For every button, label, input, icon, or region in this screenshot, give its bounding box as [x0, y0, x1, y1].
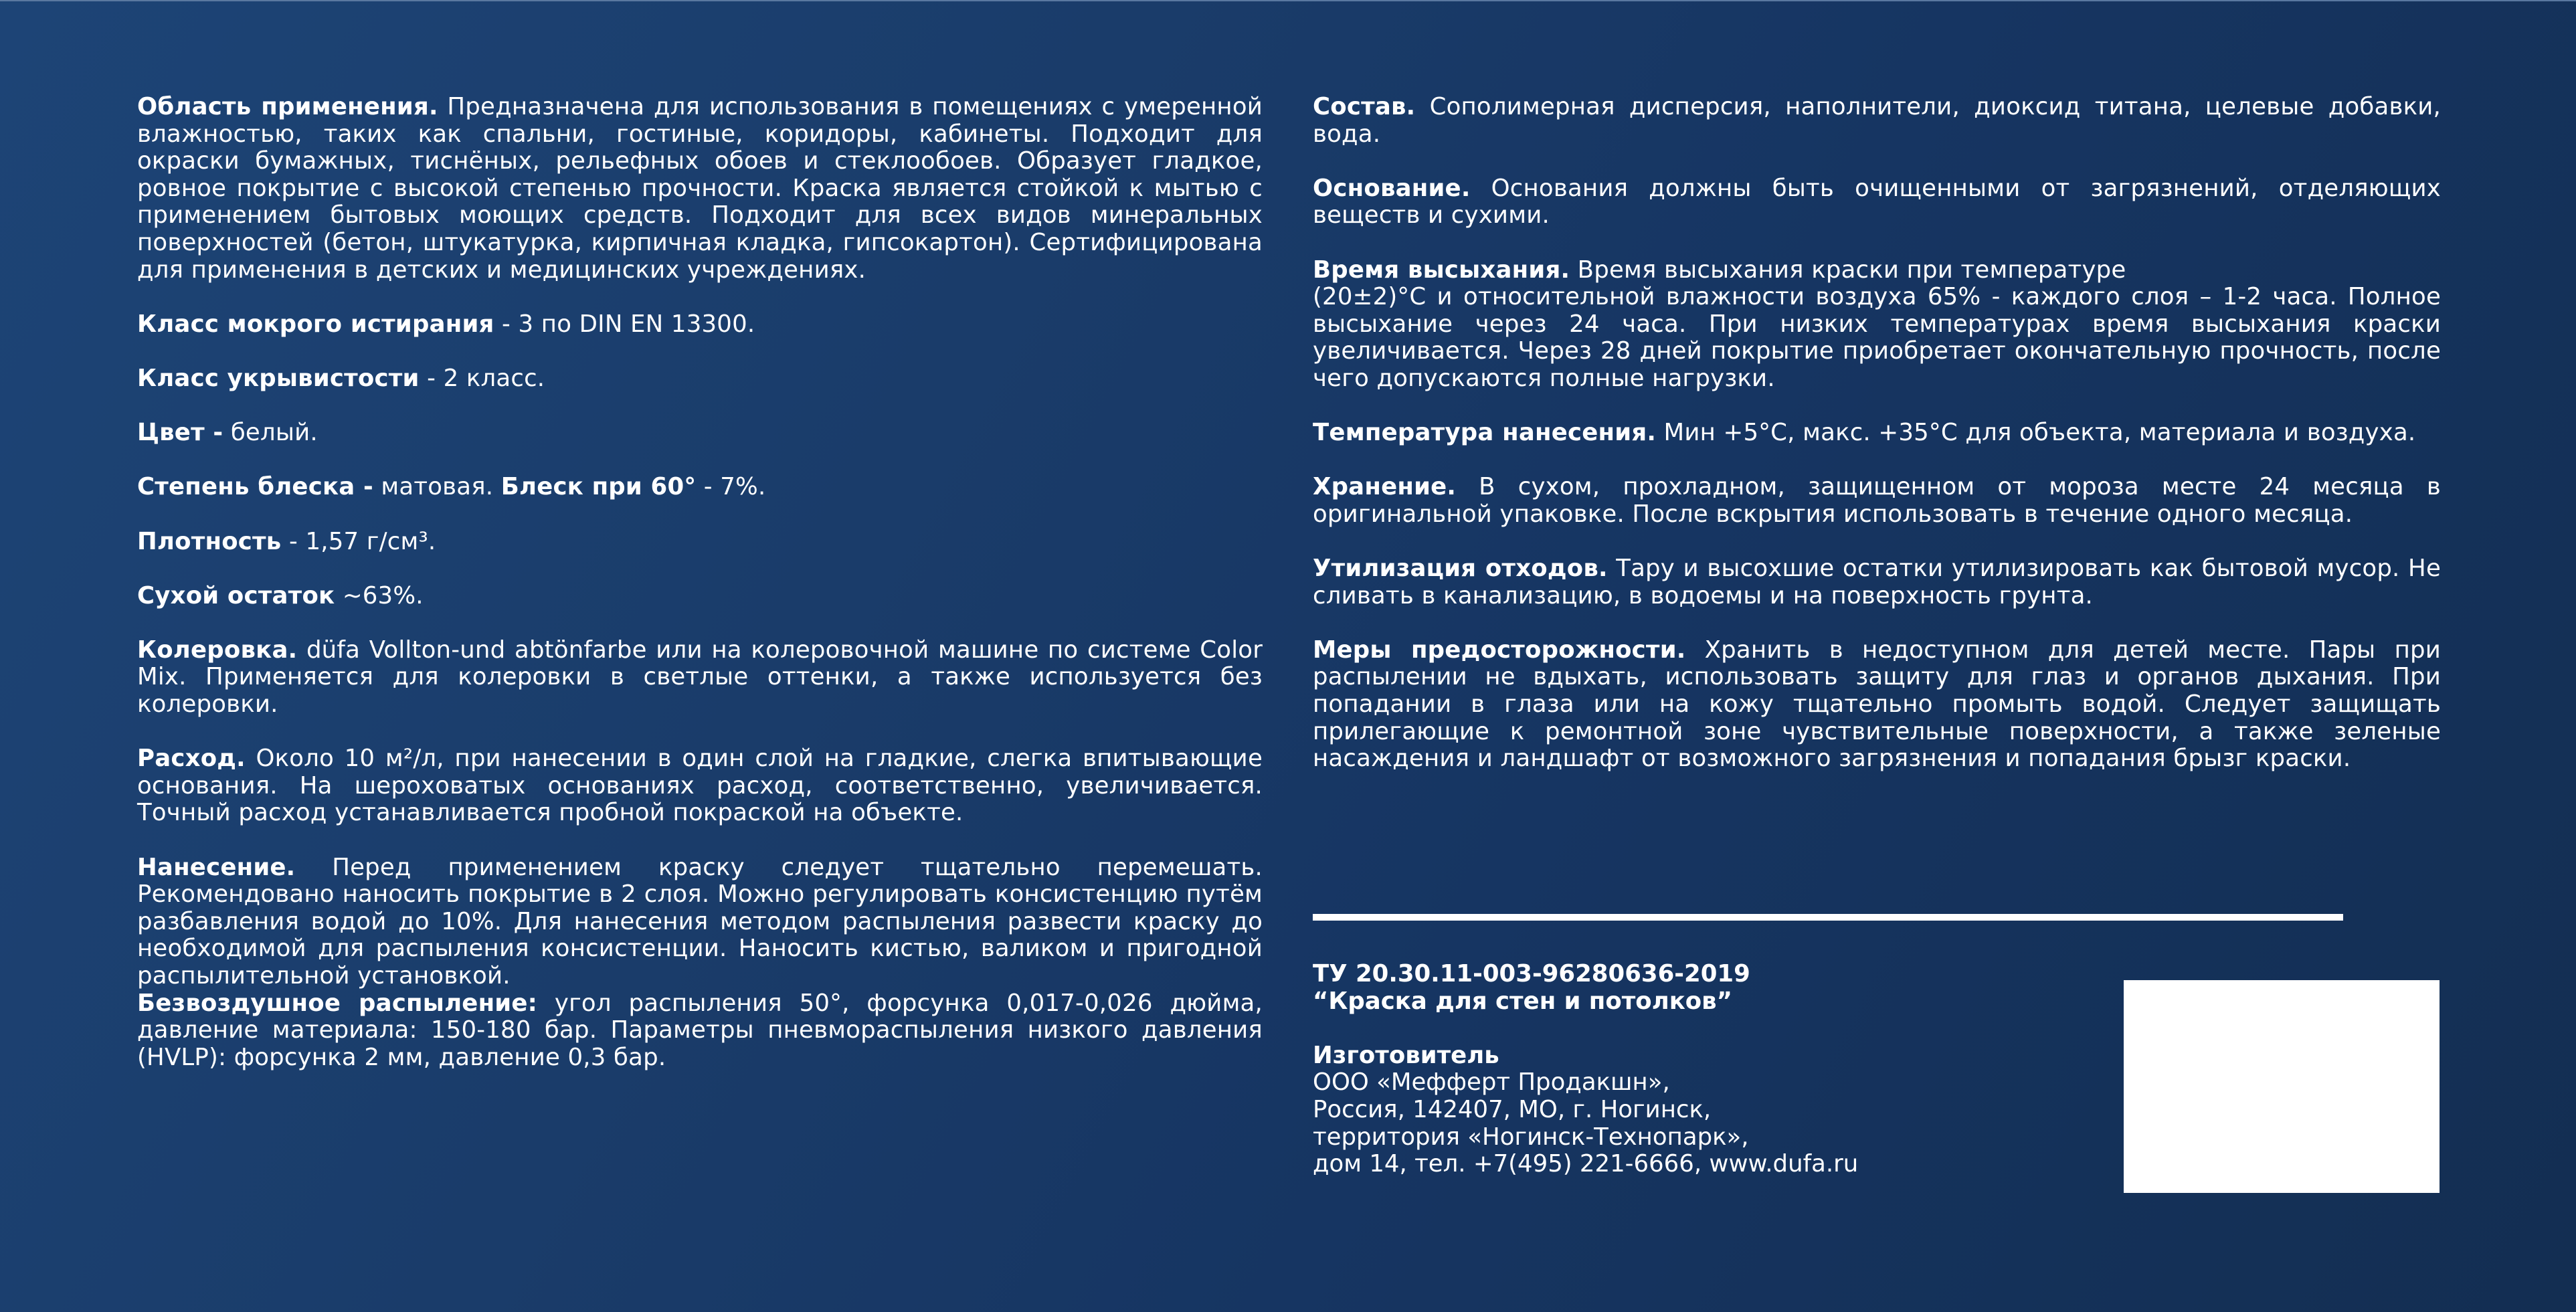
paragraph-text: В сухом, прохладном, защищенном от мороза месте 24 месяца в оригинальной упаковке. После вскрытия использовать в течение одного месяца.: [1313, 473, 2441, 528]
paragraph-text: Перед применением краску следует тщательно перемешать. Рекомендовано наносить покрытие в 2 слоя. Можно регулировать консистенцию путём разбавления водой до 10%. Для нанесения методом распыления развести краску до необходимой для распыления консистенции. Наносить кистью, валиком и пригодной распылительной установкой.: [137, 853, 1263, 990]
paragraph-precautions: [1313, 637, 2441, 773]
manufacturer-line: ООО «Мефферт Продакшн»,: [1313, 1068, 1670, 1097]
paragraph-consumption: [137, 745, 1263, 827]
paragraph-tinting: [137, 637, 1263, 719]
paragraph-gloss: [137, 474, 1263, 501]
paragraph-label: Класс укрывистости: [137, 364, 420, 392]
paragraph-label: Степень блеска -: [137, 473, 373, 501]
paragraph-label: Меры предосторожности.: [1313, 636, 1686, 664]
paragraph-label: Плотность: [137, 527, 282, 555]
paragraph-text: düfa Vollton-und abtönfarbe или на колеровочной машине по системе Color Mix. Применяется для колеровки в светлые оттенки, а также используется без колеровки.: [137, 636, 1263, 719]
paragraph-label: Основание.: [1313, 174, 1471, 202]
paragraph-text: Мин +5°С, макс. +35°С для объекта, материала и воздуха.: [1656, 419, 2416, 447]
paragraph-airless-spraying: [137, 990, 1263, 1072]
paragraph-text: Основания должны быть очищенными от загрязнений, отделяющих веществ и сухими.: [1313, 174, 2441, 229]
product-name: “Краска для стен и потолков”: [1313, 987, 1732, 1015]
right-column: [1313, 94, 2441, 773]
paragraph-waste-disposal: [1313, 555, 2441, 610]
paragraph-text: - 2 класс.: [419, 364, 545, 392]
paragraph-text: Предназначена для использования в помещениях с умеренной влажностью, таких как спальни, гостиные, коридоры, кабинеты. Подходит для окраски бумажных, тиснёных, рельефных обоев и стеклообоев. Образует гладкое, ровное покрытие с высокой степенью прочности. Краска является стойкой к мытью с применением бытовых моющих средств. Подходит для всех видов минеральных поверхностей (бетон, штукатурка, кирпичная кладка, гипсокартон). Сертифицирована для применения в детских и медицинских учреждениях.: [137, 93, 1263, 284]
paragraph-text: - 1,57 г/см³.: [281, 527, 436, 555]
top-border: [0, 0, 2576, 1]
paragraph-text-secondary: - 7%.: [696, 473, 766, 501]
paragraph-text: (20±2)°С и относительной влажности воздуха 65% - каждого слоя – 1-2 часа. Полное высыхание через 24 часа. При низких температурах время высыхания краски увеличивается. Через 28 дней покрытие приобретает окончательную прочность, после чего допускаются полные нагрузки.: [1313, 283, 2441, 392]
paragraph-drying-time: [1313, 257, 2441, 393]
paragraph-application-temperature: [1313, 419, 2441, 447]
manufacturer-line: территория «Ногинск-Технопарк»,: [1313, 1123, 1749, 1151]
paragraph-label: Нанесение.: [137, 853, 296, 881]
paragraph-label: Хранение.: [1313, 473, 1457, 501]
manufacturer-line: Россия, 142407, МО, г. Ногинск,: [1313, 1095, 1712, 1123]
left-column: [137, 94, 1263, 1071]
paragraph-storage: [1313, 474, 2441, 528]
paragraph-label: Время высыхания.: [1313, 256, 1570, 284]
paragraph-text: Около 10 м²/л, при нанесении в один слой на гладкие, слегка впитывающие основания. На шероховатых основаниях расход, соответственно, увеличивается. Точный расход устанавливается пробной покраской на объекте.: [137, 745, 1263, 827]
paragraph-text: белый.: [223, 419, 318, 447]
paragraph-text: угол распыления 50°, форсунка 0,017-0,026 дюйма, давление материала: 150-180 бар. Параметры пневмораспыления низкого давления (HVLP): форсунка 2 мм, давление 0,3 бар.: [137, 989, 1263, 1071]
paragraph-label: Безвоздушное распыление:: [137, 989, 538, 1017]
paragraph-text: Тару и высохшие остатки утилизировать как бытовой мусор. Не сливать в канализацию, в водоемы и на поверхность грунта.: [1313, 555, 2441, 610]
paragraph-application-area: [137, 94, 1263, 284]
paragraph-hiding-power-class: [137, 365, 1263, 393]
paragraph-text: - 3 по DIN EN 13300.: [494, 310, 755, 338]
manufacturer-label: Изготовитель: [1313, 1041, 1499, 1069]
paragraph-label: Температура нанесения.: [1313, 419, 1657, 447]
paragraph-label: Цвет -: [137, 419, 223, 447]
paragraph-text: ~63%.: [335, 581, 424, 610]
paragraph-color: [137, 419, 1263, 447]
paragraph-composition: [1313, 94, 2441, 148]
paragraph-dry-residue: [137, 583, 1263, 610]
paragraph-substrate: [1313, 175, 2441, 229]
tu-code: ТУ 20.30.11-003-96280636-2019: [1313, 960, 1750, 988]
paragraph-label: Колеровка.: [137, 636, 298, 664]
first-line: [1313, 257, 2441, 284]
manufacturer-block: [1313, 961, 2049, 1178]
paragraph-label: Утилизация отходов.: [1313, 555, 1608, 583]
manufacturer-line: дом 14, тел. +7(495) 221-6666, www.dufa.ru: [1313, 1150, 1859, 1178]
paragraph-text: Хранить в недоступном для детей месте. Пары при распылении не вдыхать, использовать защиту для глаз и органов дыхания. При попадании в глаза или на кожу тщательно промыть водой. Следует защищать прилегающие к ремонтной зоне чувствительные поверхности, а также зеленые насаждения и ландшафт от возможного загрязнения и попадания брызг краски.: [1313, 636, 2441, 773]
paragraph-label: Расход.: [137, 745, 246, 773]
divider-rule: [1313, 914, 2343, 921]
paragraph-label: Область применения.: [137, 93, 438, 120]
paragraph-label: Сухой остаток: [137, 581, 335, 610]
paragraph-text: матовая.: [373, 473, 501, 501]
paragraph-text-first-line: Время высыхания краски при температуре: [1570, 256, 2126, 284]
paragraph-density: [137, 529, 1263, 556]
blank-barcode-area: [2124, 980, 2440, 1193]
paragraph-label-secondary: Блеск при 60°: [500, 473, 697, 501]
paragraph-label: Класс мокрого истирания: [137, 310, 494, 338]
paragraph-wet-abrasion-class: [137, 311, 1263, 339]
paragraph-label: Состав.: [1313, 93, 1416, 120]
spacer: [1313, 1015, 2049, 1042]
paragraph-text: Сополимерная дисперсия, наполнители, диоксид титана, целевые добавки, вода.: [1313, 93, 2441, 148]
paragraph-application: [137, 854, 1263, 990]
